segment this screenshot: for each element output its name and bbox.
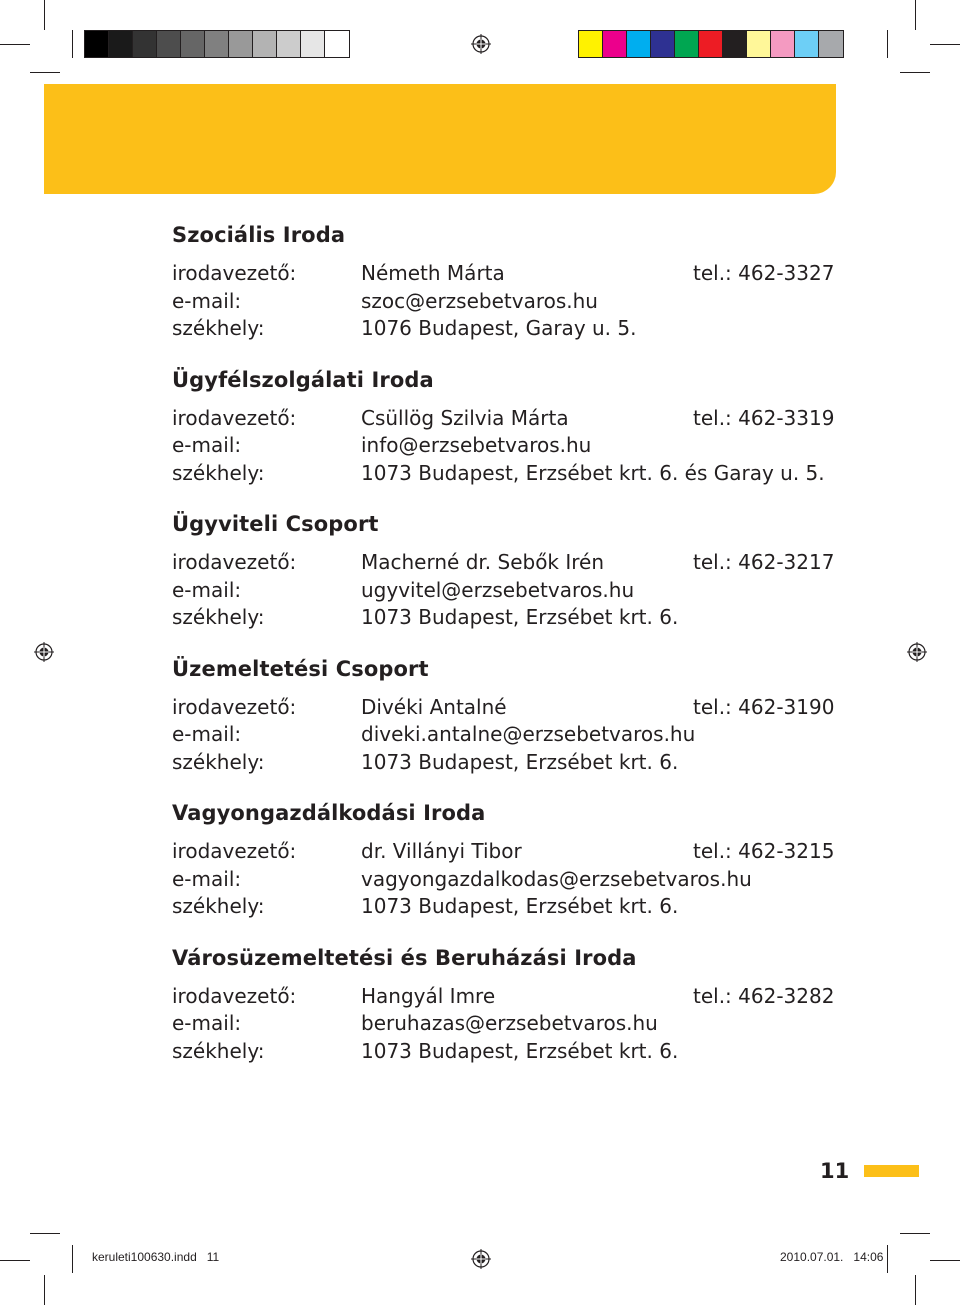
info-row bbox=[172, 432, 872, 460]
color-swatch bbox=[699, 31, 723, 57]
email-label: e-mail: bbox=[172, 433, 242, 457]
seat-address: 1073 Budapest, Erzsébet krt. 6. bbox=[361, 749, 679, 774]
color-swatch bbox=[205, 31, 229, 57]
info-row bbox=[172, 549, 872, 577]
crop-mark bbox=[44, 1275, 45, 1305]
section-title: Ügyviteli Csoport bbox=[172, 512, 379, 536]
crop-mark bbox=[30, 72, 60, 73]
office-section bbox=[172, 220, 872, 343]
page-number-bar bbox=[864, 1165, 919, 1177]
info-row bbox=[172, 694, 872, 722]
email-label: e-mail: bbox=[172, 288, 242, 313]
crop-mark bbox=[30, 1233, 60, 1234]
color-swatch bbox=[627, 31, 651, 57]
head-name: Csüllög Szilvia Márta bbox=[361, 405, 569, 430]
section-title: Városüzemeltetési és Beruházási Iroda bbox=[172, 945, 637, 970]
email-address: info@erzsebetvaros.hu bbox=[361, 433, 592, 457]
email-label: e-mail: bbox=[172, 866, 242, 891]
email-label: e-mail: bbox=[172, 577, 242, 602]
seat-label: székhely: bbox=[172, 894, 265, 918]
crop-mark bbox=[915, 1275, 916, 1305]
phone-number: tel.: 462-3319 bbox=[693, 405, 835, 430]
color-swatch bbox=[723, 31, 747, 57]
head-label: irodavezető: bbox=[172, 694, 297, 719]
phone-number: tel.: 462-3327 bbox=[693, 261, 835, 285]
phone-number: tel.: 462-3282 bbox=[693, 983, 835, 1008]
color-swatch bbox=[85, 31, 109, 57]
crop-mark bbox=[44, 0, 45, 30]
process-color-bar bbox=[578, 30, 844, 58]
color-swatch bbox=[253, 31, 277, 57]
color-swatch bbox=[181, 31, 205, 57]
info-row bbox=[172, 460, 872, 488]
info-row bbox=[172, 405, 872, 433]
registration-mark-icon bbox=[471, 1249, 491, 1269]
office-section bbox=[172, 365, 872, 488]
head-label: irodavezető: bbox=[172, 983, 297, 1008]
color-swatch bbox=[133, 31, 157, 57]
color-swatch bbox=[157, 31, 181, 57]
info-row bbox=[172, 866, 872, 894]
slug-filename: keruleti100630.indd 11 bbox=[92, 1250, 220, 1264]
office-section bbox=[172, 509, 872, 632]
info-row bbox=[172, 315, 872, 343]
email-address: szoc@erzsebetvaros.hu bbox=[361, 288, 598, 313]
color-swatch bbox=[109, 31, 133, 57]
head-name: Hangyál Imre bbox=[361, 983, 496, 1008]
seat-address: 1073 Budapest, Erzsébet krt. 6. bbox=[361, 605, 679, 629]
crop-mark bbox=[887, 1245, 888, 1273]
section-title: Ügyfélszolgálati Iroda bbox=[172, 367, 434, 392]
seat-label: székhely: bbox=[172, 460, 265, 485]
seat-label: székhely: bbox=[172, 749, 265, 774]
email-address: ugyvitel@erzsebetvaros.hu bbox=[361, 577, 635, 602]
color-swatch bbox=[675, 31, 699, 57]
head-label: irodavezető: bbox=[172, 839, 297, 863]
color-swatch bbox=[579, 31, 603, 57]
crop-mark bbox=[72, 30, 73, 58]
info-row bbox=[172, 260, 872, 288]
head-name: dr. Villányi Tibor bbox=[361, 839, 522, 863]
email-address: beruhazas@erzsebetvaros.hu bbox=[361, 1011, 658, 1035]
registration-mark-icon bbox=[34, 642, 54, 662]
registration-mark-icon bbox=[907, 642, 927, 662]
info-row bbox=[172, 721, 872, 749]
phone-number: tel.: 462-3190 bbox=[693, 694, 835, 719]
info-row bbox=[172, 838, 872, 866]
info-row bbox=[172, 1038, 872, 1066]
head-name: Macherné dr. Sebők Irén bbox=[361, 550, 605, 574]
crop-mark bbox=[900, 1233, 930, 1234]
seat-label: székhely: bbox=[172, 316, 265, 340]
seat-label: székhely: bbox=[172, 1038, 265, 1063]
head-name: Divéki Antalné bbox=[361, 694, 507, 719]
phone-number: tel.: 462-3215 bbox=[693, 839, 835, 863]
office-directory bbox=[172, 220, 872, 1087]
email-label: e-mail: bbox=[172, 722, 242, 746]
crop-mark bbox=[930, 44, 960, 45]
color-swatch bbox=[277, 31, 301, 57]
color-swatch bbox=[771, 31, 795, 57]
head-label: irodavezető: bbox=[172, 261, 297, 285]
color-swatch bbox=[603, 31, 627, 57]
info-row bbox=[172, 604, 872, 632]
grayscale-color-bar bbox=[84, 30, 350, 58]
color-swatch bbox=[301, 31, 325, 57]
page-number: 11 bbox=[820, 1159, 850, 1183]
seat-address: 1073 Budapest, Erzsébet krt. 6. és Garay u. 5. bbox=[361, 460, 825, 485]
slug-datetime: 2010.07.01. 14:06 bbox=[780, 1250, 884, 1264]
email-address: vagyongazdalkodas@erzsebetvaros.hu bbox=[361, 866, 752, 891]
header-banner bbox=[44, 84, 836, 194]
email-label: e-mail: bbox=[172, 1011, 242, 1035]
color-swatch bbox=[651, 31, 675, 57]
seat-label: székhely: bbox=[172, 605, 265, 629]
section-title: Szociális Iroda bbox=[172, 223, 346, 247]
email-address: diveki.antalne@erzsebetvaros.hu bbox=[361, 722, 696, 746]
color-swatch bbox=[229, 31, 253, 57]
section-title: Üzemeltetési Csoport bbox=[172, 656, 429, 681]
crop-mark bbox=[900, 72, 930, 73]
info-row bbox=[172, 749, 872, 777]
office-section bbox=[172, 798, 872, 921]
color-swatch bbox=[747, 31, 771, 57]
seat-address: 1076 Budapest, Garay u. 5. bbox=[361, 316, 637, 340]
head-label: irodavezető: bbox=[172, 405, 297, 430]
crop-mark bbox=[0, 1260, 30, 1261]
color-swatch bbox=[795, 31, 819, 57]
info-row bbox=[172, 983, 872, 1011]
registration-mark-icon bbox=[471, 34, 491, 54]
crop-mark bbox=[72, 1245, 73, 1273]
office-section bbox=[172, 943, 872, 1066]
crop-mark bbox=[887, 30, 888, 58]
phone-number: tel.: 462-3217 bbox=[693, 550, 835, 574]
section-title: Vagyongazdálkodási Iroda bbox=[172, 801, 486, 825]
office-section bbox=[172, 654, 872, 777]
color-swatch bbox=[325, 31, 349, 57]
head-name: Németh Márta bbox=[361, 261, 505, 285]
seat-address: 1073 Budapest, Erzsébet krt. 6. bbox=[361, 894, 679, 918]
crop-mark bbox=[0, 44, 30, 45]
head-label: irodavezető: bbox=[172, 550, 297, 574]
info-row bbox=[172, 288, 872, 316]
info-row bbox=[172, 893, 872, 921]
crop-mark bbox=[915, 0, 916, 30]
crop-mark bbox=[930, 1260, 960, 1261]
info-row bbox=[172, 1010, 872, 1038]
info-row bbox=[172, 577, 872, 605]
color-swatch bbox=[819, 31, 843, 57]
seat-address: 1073 Budapest, Erzsébet krt. 6. bbox=[361, 1038, 679, 1063]
